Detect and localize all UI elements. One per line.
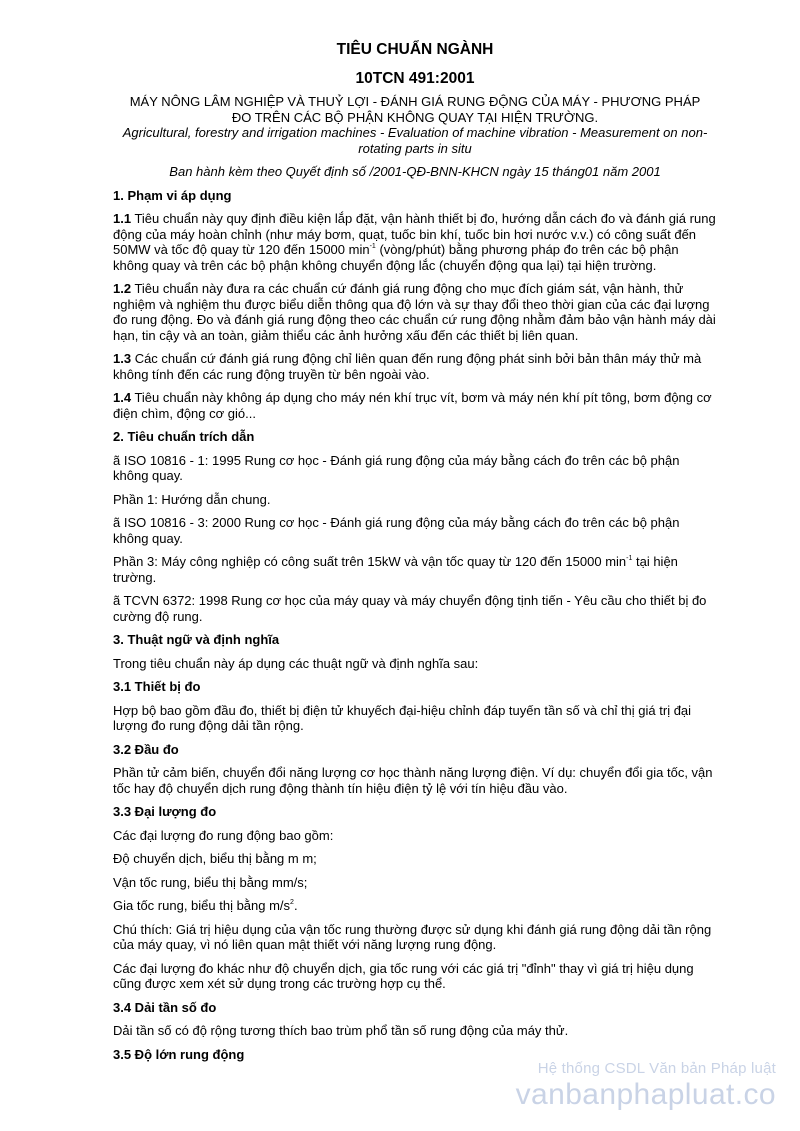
subtitle-vietnamese — [113, 94, 717, 125]
clause-number: 1.3 — [113, 351, 132, 366]
heading-3-1: 3.1 Thiết bị đo — [113, 679, 201, 694]
note-paragraph-2: Các đại lượng đo khác như độ chuyển dịch, gia tốc rung với các giá trị "đỉnh" thay vì giá trị hiệu dụng cũng được xem xét sử dụng trong các trường hợp cụ thể. — [113, 960, 694, 991]
paragraph-text: . — [293, 898, 298, 913]
paragraph-3-4: Dải tần số có độ rộng tương thích bao trùm phổ tần số rung động của máy thử. — [113, 1023, 569, 1038]
document-title: TIÊU CHUẨN NGÀNH — [336, 41, 494, 58]
heading-3-5: 3.5 Độ lớn rung động — [113, 1046, 245, 1062]
subtitle-english — [113, 125, 717, 156]
watermark — [516, 1060, 776, 1112]
clause-number: 1.1 — [113, 211, 132, 226]
paragraph-text: (vòng/phút) bằng phương pháp đo trên các bộ phận không quay và trên các bộ phận không chuyển động lắc (chuyển động qua lại) tại hiện trường. — [113, 242, 679, 273]
watermark-line-2: vanbanphapluat.co — [515, 1078, 776, 1111]
subtitle-en-line-1: Agricultural, forestry and irrigation machines - Evaluation of machine vibration - Measurement on non- — [122, 125, 708, 140]
paragraph-3-2: Phần tử cảm biến, chuyển đổi năng lượng cơ học thành năng lượng điện. Ví dụ: chuyển đổi gia tốc, vận tốc hay độ chuyển dịch rung động thành tín hiệu điện tỷ lệ với tín hiệu đầu vào. — [113, 765, 713, 796]
paragraph-text: Tiêu chuẩn này đưa ra các chuẩn cứ đánh giá rung động cho mục đích giám sát, vận hành, thử nghiệm và nghiệm thu được biểu diễn thông qua độ lớn và sự thay đổi theo thời gian của các đại lượng đo rung động. Đo và đánh giá rung động theo các chuẩn cứ rung động nhằm đảm bảo vận hành máy dài hạn, tin cậy và an toàn, giảm thiểu các ảnh hưởng xấu đến các thiết bị liên quan. — [113, 281, 716, 343]
heading-3-2: 3.2 Đầu đo — [113, 741, 179, 757]
list-item-acceleration — [113, 898, 717, 914]
paragraph-text: Tiêu chuẩn này không áp dụng cho máy nén khí trục vít, bơm và máy nén khí pít tông, bơm động cơ điện chìm, động cơ gió... — [113, 390, 712, 421]
superscript: -1 — [626, 554, 633, 562]
decree-line: Ban hành kèm theo Quyết định số /2001-QĐ-BNN-KHCN ngày 15 tháng01 năm 2001 — [169, 164, 661, 179]
reference-iso-10816-3: ã ISO 10816 - 3: 2000 Rung cơ học - Đánh giá rung động của máy bằng cách đo trên các bộ phận không quay. — [113, 515, 680, 546]
paragraph-text: Gia tốc rung, biểu thị bằng m/s — [113, 898, 291, 913]
document-page — [113, 34, 717, 1070]
superscript: -1 — [369, 242, 376, 250]
section-1-heading: 1. Phạm vi áp dụng — [113, 187, 232, 203]
paragraph-3-3-intro: Các đại lượng đo rung động bao gồm: — [113, 827, 334, 843]
note-paragraph: Chú thích: Giá trị hiệu dụng của vận tốc rung thường được sử dụng khi đánh giá rung động dải tần rộng của máy quay, vì nó liên quan mật thiết với năng lượng rung động. — [113, 921, 712, 952]
reference-iso-10816-1: ã ISO 10816 - 1: 1995 Rung cơ học - Đánh giá rung động của máy bằng cách đo trên các bộ phận không quay. — [113, 452, 680, 483]
paragraph-text: Các chuẩn cứ đánh giá rung động chỉ liên quan đến rung động phát sinh bởi bản thân máy thử mà không tính đến các rung động truyền từ bên ngoài vào. — [113, 351, 702, 382]
document-code: 10TCN 491:2001 — [355, 70, 475, 87]
subtitle-en-line-2: rotating parts in situ — [358, 140, 472, 156]
subtitle-vi-line-1: MÁY NÔNG LÂM NGHIỆP VÀ THUỶ LỢI - ĐÁNH GIÁ RUNG ĐỘNG CỦA MÁY - PHƯƠNG PHÁP — [129, 94, 701, 109]
list-item-displacement: Độ chuyển dịch, biểu thị bằng m m; — [113, 851, 317, 866]
paragraph-3-1: Hợp bộ bao gồm đầu đo, thiết bị điện tử khuyếch đại-hiệu chỉnh đáp tuyến tần số và chỉ thị giá trị đại lượng đo rung động dải tần rộng. — [113, 702, 692, 733]
heading-3-4: 3.4 Dải tần số đo — [113, 999, 217, 1015]
section-3-intro: Trong tiêu chuẩn này áp dụng các thuật ngữ và định nghĩa sau: — [113, 655, 479, 671]
clause-number: 1.4 — [113, 390, 132, 405]
paragraph-1-4 — [113, 390, 717, 421]
clause-number: 1.2 — [113, 281, 132, 296]
reference-part-1: Phần 1: Hướng dẫn chung. — [113, 491, 271, 507]
list-item-velocity: Vận tốc rung, biểu thị bằng mm/s; — [113, 874, 308, 890]
paragraph-text: Tiêu chuẩn này quy định điều kiện lắp đặt, vận hành thiết bị đo, hướng dẫn cách đo và đánh giá rung động của máy hoàn chỉnh (như máy bơm, quạt, tuốc bin khí, tuốc bin hơi nước v.v.) có công suất đến 50MW và tốc độ quay từ 120 đến 15000 min — [113, 211, 716, 257]
reference-tcvn-6372: ã TCVN 6372: 1998 Rung cơ học của máy quay và máy chuyển động tịnh tiến - Yêu cầu cho thiết bị đo cường độ rung. — [113, 593, 707, 624]
subtitle-vi-line-2: ĐO TRÊN CÁC BỘ PHẬN KHÔNG QUAY TẠI HIỆN TRƯỜNG. — [231, 109, 599, 125]
heading-3-3: 3.3 Đại lượng đo — [113, 804, 217, 819]
paragraph-1-3 — [113, 351, 717, 382]
section-3-heading: 3. Thuật ngữ và định nghĩa — [113, 632, 280, 647]
superscript: 2 — [290, 898, 294, 906]
paragraph-1-1 — [113, 211, 717, 273]
paragraph-1-2 — [113, 281, 717, 343]
paragraph-text: tại hiện trường. — [113, 554, 678, 585]
section-2-heading: 2. Tiêu chuẩn trích dẫn — [113, 429, 255, 444]
reference-part-3 — [113, 554, 717, 585]
paragraph-text: Phần 3: Máy công nghiệp có công suất trên 15kW và vận tốc quay từ 120 đến 15000 min — [113, 554, 627, 569]
watermark-line-1: Hệ thống CSDL Văn bản Pháp luật — [537, 1060, 776, 1077]
